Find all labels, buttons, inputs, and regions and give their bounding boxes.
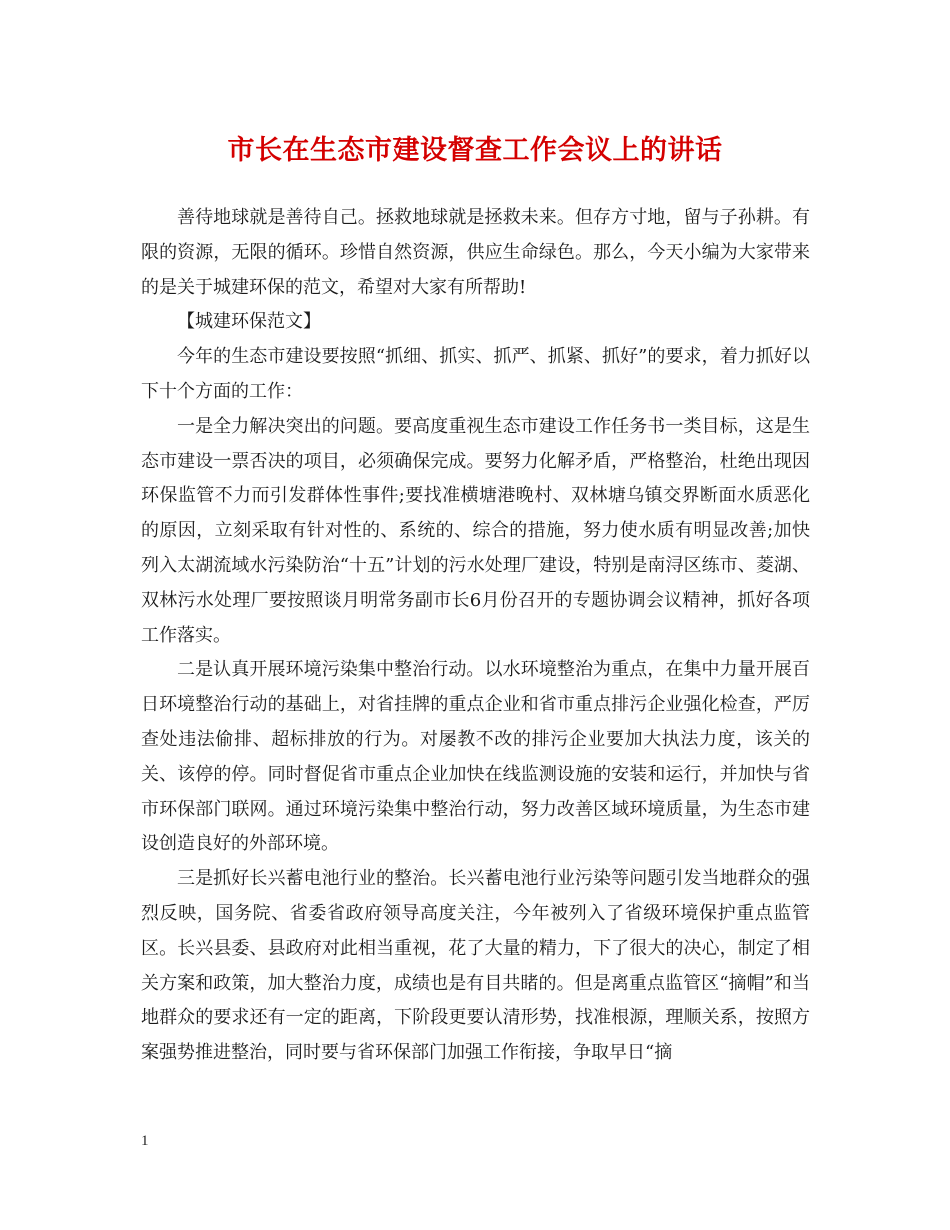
page-number: 1 (141, 1133, 149, 1149)
paragraph-section-heading: 【城建环保范文】 (177, 311, 321, 333)
paragraph-intro: 善待地球就是善待自己。拯救地球就是拯救未来。但存方寸地，留与子孙耕。有限的资源，无限的循环。珍惜自然资源，供应生命绿色。那么，今天小编为大家带来的是关于城建环保的范文，希望对大家有所帮助! (141, 207, 810, 298)
document-title: 市长在生态市建设督查工作会议上的讲话 (227, 135, 723, 166)
paragraph-point-two: 二是认真开展环境污染集中整治行动。以水环境整治为重点，在集中力量开展百日环境整治行动的基础上，对省挂牌的重点企业和省市重点排污企业强化检查，严厉查处违法偷排、超标排放的行为。对屡教不改的排污企业要加大执法力度，该关的关、该停的停。同时督促省市重点企业加快在线监测设施的安装和运行，并加快与省市环保部门联网。通过环境污染集中整治行动，努力改善区域环境质量，为生态市建设创造良好的外部环境。 (141, 659, 810, 855)
paragraph-point-one: 一是全力解决突出的问题。要高度重视生态市建设工作任务书一类目标，这是生态市建设一票否决的项目，必须确保完成。要努力化解矛盾，严格整治，杜绝出现因环保监管不力而引发群体性事件;要找准横塘港晚村、双林塘乌镇交界断面水质恶化的原因，立刻采取有针对性的、系统的、综合的措施，努力使水质有明显改善;加快列入太湖流域水污染防治“十五”计划的污水处理厂建设，特别是南浔区练市、菱湖、双林污水处理厂要按照谈月明常务副市长6月份召开的专题协调会议精神，抓好各项工作落实。 (141, 415, 810, 646)
paragraph-point-three: 三是抓好长兴蓄电池行业的整治。长兴蓄电池行业污染等问题引发当地群众的强烈反映，国务院、省委省政府领导高度关注，今年被列入了省级环境保护重点监管区。长兴县委、县政府对此相当重视，花了大量的精力，下了很大的决心，制定了相关方案和政策，加大整治力度，成绩也是有目共睹的。但是离重点监管区“摘帽”和当地群众的要求还有一定的距离，下阶段更要认清形势，找准根源，理顺关系，按照方案强势推进整治，同时要与省环保部门加强工作衔接，争取早日“摘 (141, 868, 810, 1064)
paragraph-requirements: 今年的生态市建设要按照“抓细、抓实、抓严、抓紧、抓好”的要求，着力抓好以下十个方面的工作： (141, 346, 810, 402)
document-body (141, 201, 810, 1071)
